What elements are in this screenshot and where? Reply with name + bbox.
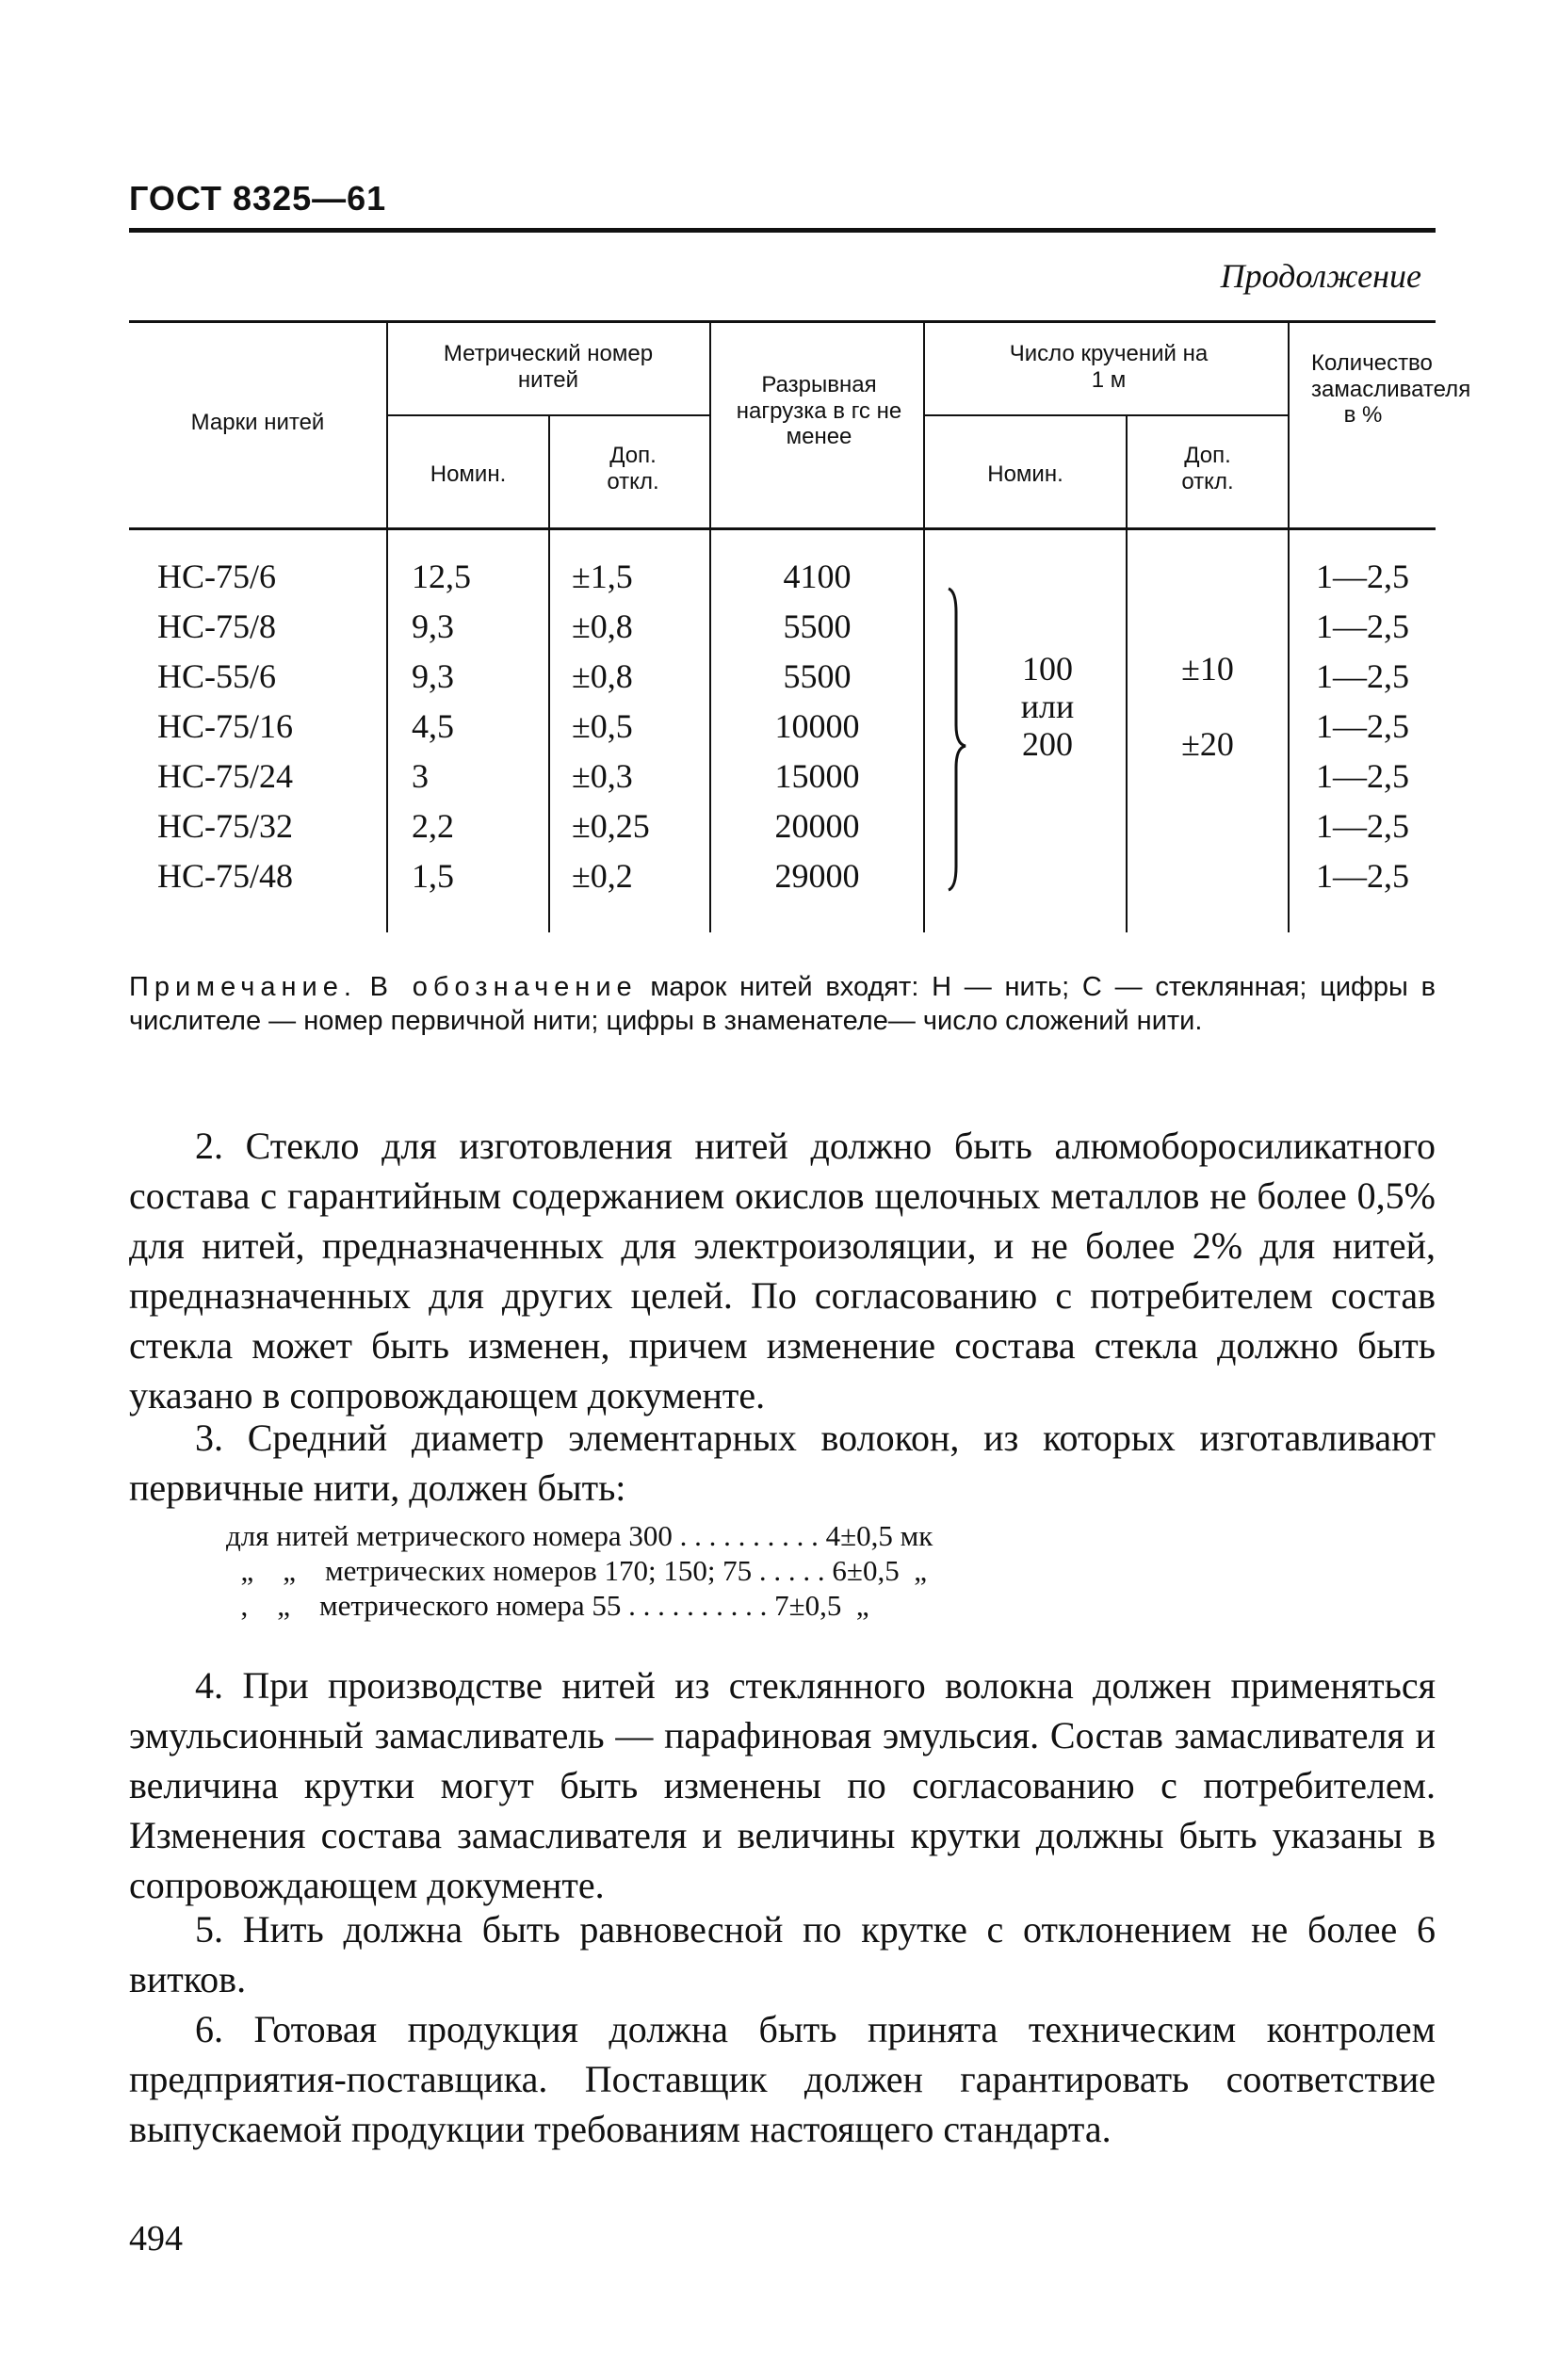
col-divider-4 [923,322,925,932]
cell-breaking-load: 29000 [774,857,860,895]
paragraph-2: 2. Стекло для изготовления нитей должно быть алюмоборосиликатного состава с гарантийным содержанием окислов щелочных металлов не более 0,5% для нитей, предназначенных для электроизоляции, и не более 2% для нитей, предназначенных для других целей. По согласованию с потребителем состав стекла может быть изменен, причем изменение состава стекла должно быть указано в сопровождающем документе. [129,1125,1436,1417]
cell-metric-nominal: 9,3 [412,657,454,695]
cell-sizing: 1—2,5 [1316,657,1409,695]
twists-nominal-line1: 100 [1022,650,1073,688]
twists-tolerance-2: ±20 [1181,725,1234,763]
cell-brand: НС-75/6 [157,558,276,595]
cell-metric-nominal: 3 [412,757,429,795]
cell-brand: НС-55/6 [157,657,276,695]
col-divider-2 [548,416,550,932]
header-rule [129,228,1436,233]
cell-metric-tolerance: ±0,8 [572,657,633,695]
cell-metric-tolerance: ±1,5 [572,558,633,595]
cell-breaking-load: 5500 [783,657,852,695]
cell-sizing: 1—2,5 [1316,757,1409,795]
cell-metric-tolerance: ±0,2 [572,857,633,895]
cell-breaking-load: 20000 [774,807,860,845]
header-brand: Марки нитей [190,410,325,435]
header-twists-nominal: Номин. [987,461,1063,487]
note-spaced-word: В обозначение [369,972,638,1002]
cell-sizing: 1—2,5 [1316,558,1409,595]
cell-brand: НС-75/48 [157,857,293,895]
cell-brand: НС-75/24 [157,757,293,795]
header-twists: Число кручений на 1 м [1009,341,1209,393]
header-metric-nominal: Номин. [430,461,507,487]
header-metric-tolerance: Доп. откл. [607,443,659,494]
cell-metric-tolerance: ±0,8 [572,607,633,645]
paragraph-3: 3. Средний диаметр элементарных волокон, из которых изготавливают первичные нити, должен быть: [129,1417,1436,1509]
paragraph-6: 6. Готовая продукция должна быть принята техническим контролем предприятия-поставщика. Поставщик должен гарантировать соответствие выпускаемой продукции требованиям настоящего стандарта. [129,2008,1436,2150]
cell-brand: НС-75/8 [157,607,276,645]
header-sizing-amount: Количество замасливателя в % [1311,350,1471,429]
cell-metric-nominal: 1,5 [412,857,454,895]
cell-metric-tolerance: ±0,25 [572,807,650,845]
subheader-rule-twists [923,414,1288,416]
thread-specs-table [129,311,1471,932]
cell-sizing: 1—2,5 [1316,607,1409,645]
continuation-label: Продолжение [1220,257,1421,295]
cell-metric-tolerance: ±0,5 [572,707,633,745]
twists-nominal-line2: или [1020,688,1075,725]
twists-nominal-line3: 200 [1022,725,1073,763]
cell-sizing: 1—2,5 [1316,707,1409,745]
diameter-spec-line-3: , „ метрического номера 55 . . . . . . . . . . 7±0,5 „ [226,1589,869,1622]
cell-metric-tolerance: ±0,3 [572,757,633,795]
header-bottom-rule [129,527,1436,530]
cell-breaking-load: 10000 [774,707,860,745]
cell-breaking-load: 4100 [783,558,852,595]
col-divider-1 [386,322,388,932]
cell-sizing: 1—2,5 [1316,807,1409,845]
page-number: 494 [129,2219,183,2259]
header-twists-tolerance: Доп. откл. [1181,443,1234,494]
cell-metric-nominal: 2,2 [412,807,454,845]
cell-metric-nominal: 12,5 [412,558,471,595]
cell-metric-nominal: 4,5 [412,707,454,745]
paragraph-4: 4. При производстве нитей из стеклянного волокна должен применяться эмульсионный замасливатель — парафиновая эмульсия. Состав замасливателя и величина крутки могут быть изменены по согласованию с потребителем. Изменения состава замасливателя и величины крутки должны быть указаны в сопровождающем документе. [129,1664,1436,1906]
cell-brand: НС-75/16 [157,707,293,745]
standard-code: ГОСТ 8325—61 [129,179,387,218]
cell-brand: НС-75/32 [157,807,293,845]
table-top-rule [129,320,1436,323]
note-label: Примечание. [129,972,357,1002]
paragraph-5: 5. Нить должна быть равновесной по крутке с отклонением не более 6 витков. [129,1908,1436,2000]
header-metric-number: Метрический номер нитей [443,341,654,393]
twists-tolerance-1: ±10 [1181,650,1234,688]
cell-sizing: 1—2,5 [1316,857,1409,895]
cell-metric-nominal: 9,3 [412,607,454,645]
header-breaking-load: Разрывная нагрузка в гс не менее [736,372,902,450]
left-brace [939,584,967,899]
cell-breaking-load: 5500 [783,607,852,645]
document-header [129,179,1436,219]
diameter-spec-line-2: „ „ метрических номеров 170; 150; 75 . . . . . 6±0,5 „ [226,1554,927,1587]
diameter-spec-line-1: для нитей метрического номера 300 . . . . . . . . . . 4±0,5 мк [226,1519,933,1552]
cell-breaking-load: 15000 [774,757,860,795]
table-note [129,970,1436,1038]
note-text: марок нитей входят: Н — нить; С — стеклянная; цифры в числителе — номер первичной нити; цифры в знаменателе— число сложений нити. [129,972,1436,1036]
